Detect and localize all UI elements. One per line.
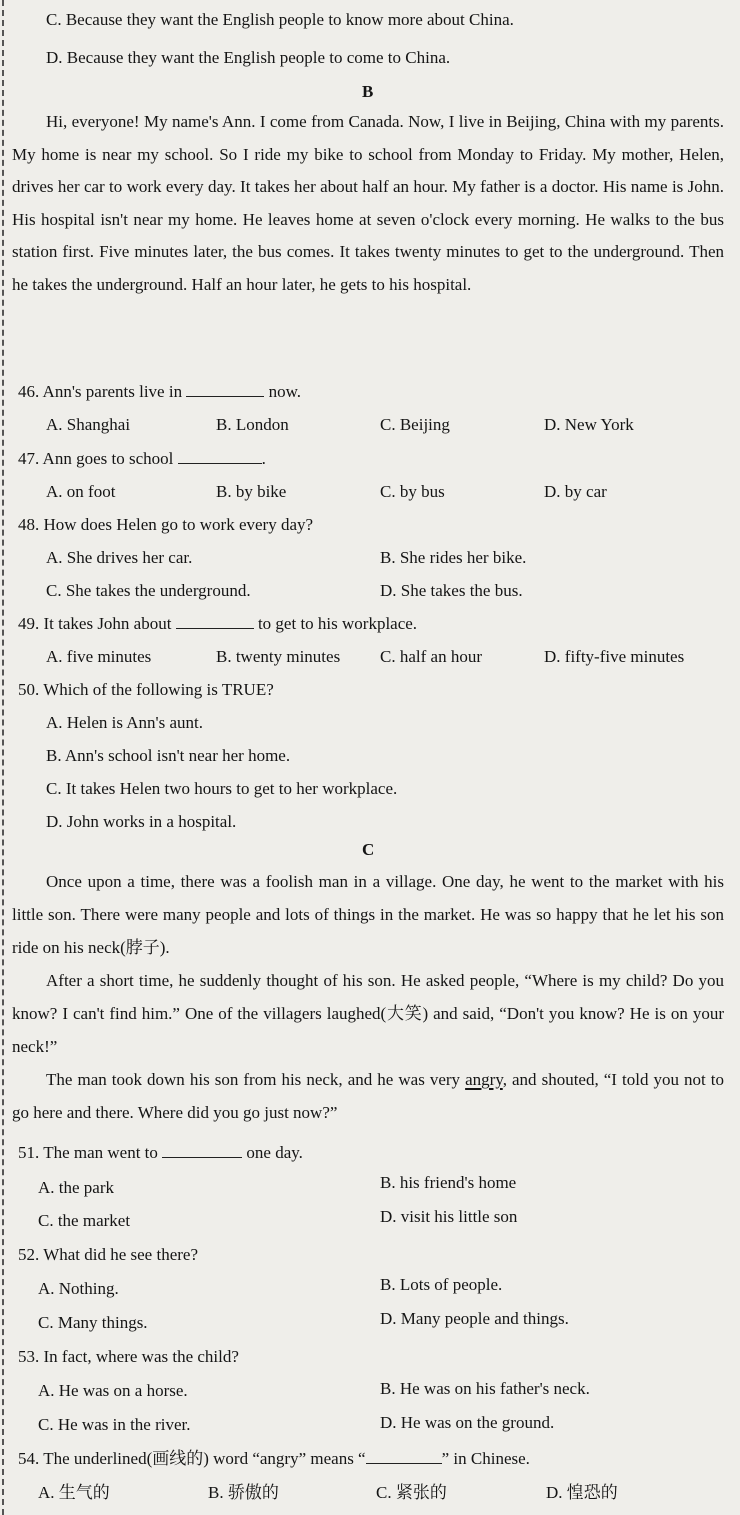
question-49	[18, 613, 417, 635]
option: C. Beijing	[380, 415, 450, 434]
option: C. the market	[38, 1211, 131, 1230]
section-b-passage: Hi, everyone! My name's Ann. I come from Canada. Now, I live in Beijing, China with my parents. My home is near my school. So I ride my bike to school from Monday to Friday. My mother, Helen, drives her car to work every day. It takes her about half an hour. My father is a doctor. His name is John. His hospital isn't near my home. He leaves home at seven o'clock every morning. He walks to the bus station first. Five minutes later, the bus comes. It takes twenty minutes to get to the underground. Then he takes the underground. Half an hour later, he gets to his hospital.	[12, 112, 724, 294]
option: B. She rides her bike.	[380, 548, 527, 567]
question-47-stem: 47. Ann goes to school	[18, 449, 174, 468]
question-47-stem-end: .	[261, 449, 266, 468]
question-51-stem-end: one day.	[246, 1143, 303, 1162]
option: B. 骄傲的	[208, 1483, 279, 1502]
section-c-paragraph-2: After a short time, he suddenly thought of his son. He asked people, “Where is my child? Do you know? I can't find him.” One of the villagers laughed(大笑) and said, “Don't you know? He is on your neck!”	[12, 971, 724, 1056]
option: D. He was on the ground.	[380, 1413, 555, 1432]
option: C. She takes the underground.	[46, 581, 251, 600]
question-46-stem: 46. Ann's parents live in	[18, 382, 183, 401]
option: B. by bike	[216, 482, 287, 501]
option: B. twenty minutes	[216, 647, 341, 666]
question-52: 52. What did he see there?	[18, 1245, 199, 1264]
option: C. He was in the river.	[38, 1415, 191, 1434]
option: C. by bus	[380, 482, 445, 501]
paragraph-3-text-end: , and shouted, “I told you not to go here and there. Where did you go just now?”	[12, 1070, 725, 1122]
answer-blank	[178, 449, 262, 464]
section-c-heading: C	[362, 840, 375, 859]
question-49-stem-end: to get to his workplace.	[257, 614, 418, 633]
section-c-paragraph-1: Once upon a time, there was a foolish man in a village. One day, he went to the market with his little son. There were many people and lots of things in the market. He was so happy that he let his son ride on his neck(脖子).	[12, 872, 724, 957]
section-c-paragraph-3	[12, 1063, 724, 1129]
question-46	[18, 381, 301, 403]
option: C. half an hour	[380, 647, 482, 666]
option-c-a-tail: C. Because they want the English people to know more about China.	[46, 10, 514, 29]
question-54	[18, 1448, 530, 1470]
option: A. Shanghai	[46, 415, 131, 434]
answer-blank	[162, 1143, 242, 1158]
question-46-stem-end: now.	[268, 382, 302, 401]
option: A. Nothing.	[38, 1279, 119, 1298]
option: B. his friend's home	[380, 1173, 517, 1192]
option: B. London	[216, 415, 289, 434]
option: D. by car	[544, 482, 607, 501]
question-54-stem-end: ” in Chinese.	[441, 1449, 530, 1468]
option: A. on foot	[46, 482, 116, 501]
option: D. Many people and things.	[380, 1309, 569, 1328]
question-47	[18, 448, 266, 470]
option: A. five minutes	[46, 647, 152, 666]
option: A. He was on a horse.	[38, 1381, 188, 1400]
option: C. It takes Helen two hours to get to her workplace.	[46, 779, 398, 798]
answer-blank	[176, 614, 254, 629]
option-d-a-tail: D. Because they want the English people to come to China.	[46, 48, 451, 67]
question-50: 50. Which of the following is TRUE?	[18, 680, 274, 699]
question-49-stem: 49. It takes John about	[18, 614, 172, 633]
option: C. 紧张的	[376, 1483, 447, 1502]
option: B. He was on his father's neck.	[380, 1379, 590, 1398]
option: A. the park	[38, 1178, 115, 1197]
question-54-stem: 54. The underlined(画线的) word “angry” means “	[18, 1449, 366, 1468]
option: A. She drives her car.	[46, 548, 193, 567]
question-53: 53. In fact, where was the child?	[18, 1347, 239, 1366]
option: A. Helen is Ann's aunt.	[46, 713, 203, 732]
question-51	[18, 1142, 303, 1164]
paragraph-3-text: The man took down his son from his neck, and he was very	[46, 1070, 461, 1089]
section-b-heading: B	[362, 82, 374, 101]
option: C. Many things.	[38, 1313, 148, 1332]
option: B. Ann's school isn't near her home.	[46, 746, 291, 765]
option: D. 惶恐的	[546, 1483, 618, 1502]
binding-margin-line	[2, 0, 4, 1515]
question-51-stem: 51. The man went to	[18, 1143, 158, 1162]
option: D. fifty-five minutes	[544, 647, 685, 666]
option: D. She takes the bus.	[380, 581, 523, 600]
option: D. visit his little son	[380, 1207, 518, 1226]
underlined-word: angry	[465, 1070, 503, 1089]
option: D. New York	[544, 415, 634, 434]
option: A. 生气的	[38, 1483, 110, 1502]
answer-blank	[366, 1449, 442, 1464]
option: B. Lots of people.	[380, 1275, 503, 1294]
answer-blank	[186, 382, 264, 397]
question-48: 48. How does Helen go to work every day?	[18, 515, 314, 534]
option: D. John works in a hospital.	[46, 812, 237, 831]
